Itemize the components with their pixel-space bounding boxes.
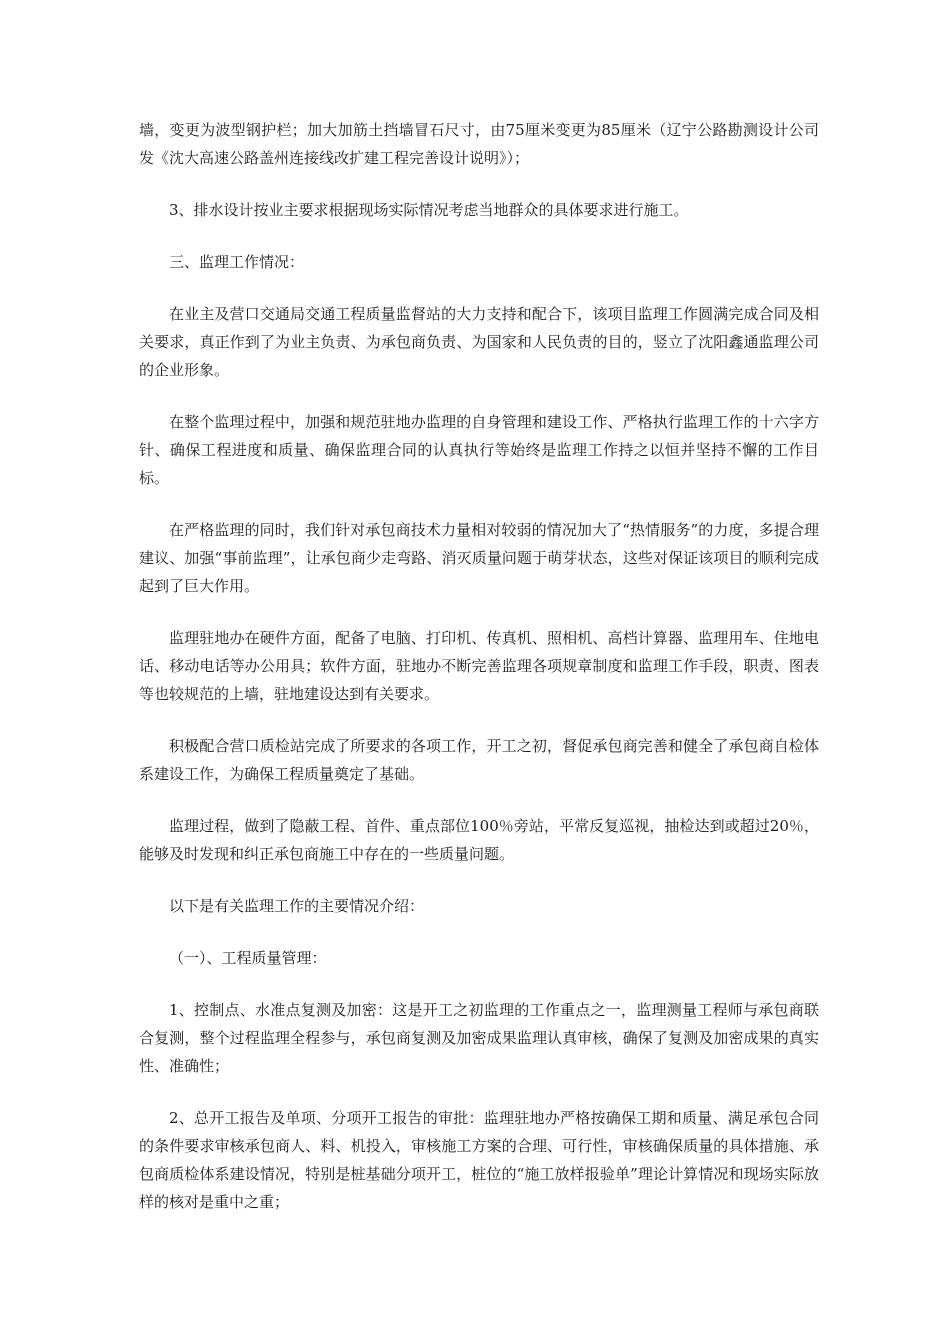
paragraph-intro: 以下是有关监理工作的主要情况介绍： (169, 897, 425, 915)
paragraph-start-reports: 2、总开工报告及单项、分项开工报告的审批：监理驻地办严格按确保工期和质量、满足承包合同的条件要求审核承包商人、料、机投入，审核施工方案的合理、可行性，审核确保质量的具体措施、承包商质检体系建设情况，特别是桩基础分项开工，桩位的“施工放样报验单”理论计算情况和现场实际放样的核对是重中之重； (139, 1109, 819, 1211)
paragraph-office-equipment: 监理驻地办在硬件方面，配备了电脑、打印机、传真机、照相机、高档计算器、监理用车、住地电话、移动电话等办公用具；软件方面，驻地办不断完善监理各项规章制度和监理工作手段，职责、图表等也较规范的上墙，驻地建设达到有关要求。 (139, 629, 819, 703)
subsection-heading-quality: （一）、工程质量管理： (169, 949, 327, 967)
paragraph-supervision-process: 在整个监理过程中，加强和规范驻地办监理的自身管理和建设工作、严格执行监理工作的十六字方针、确保工程进度和质量、确保监理合同的认真执行等始终是监理工作持之以恒并坚持不懈的工作目标。 (139, 413, 819, 487)
paragraph-guardrail-change: 墙，变更为波型钢护栏；加大加筋土挡墙冒石尺寸，由75厘米变更为85厘米（辽宁公路勘测设计公司发《沈大高速公路盖州连接线改扩建工程完善设计说明》）； (139, 121, 819, 167)
document-body (139, 116, 819, 1216)
paragraph-service: 在严格监理的同时，我们针对承包商技术力量相对较弱的情况加大了“热情服务”的力度，多提合理建议、加强“事前监理”，让承包商少走弯路、消灭质量问题于萌芽状态，这些对保证该项目的顺利完成起到了巨大作用。 (139, 521, 819, 595)
paragraph-control-points: 1、控制点、水准点复测及加密：这是开工之初监理的工作重点之一，监理测量工程师与承包商联合复测，整个过程监理全程参与，承包商复测及加密成果监理认真审核，确保了复测及加密成果的真实性、准确性； (139, 1001, 819, 1075)
paragraph-supervision-overview: 在业主及营口交通局交通工程质量监督站的大力支持和配合下，该项目监理工作圆满完成合同及相关要求，真正作到了为业主负责、为承包商负责、为国家和人民负责的目的，竖立了沈阳鑫通监理公司的企业形象。 (139, 305, 819, 379)
section-heading-supervision: 三、监理工作情况： (169, 253, 305, 271)
paragraph-inspection-rate: 监理过程，做到了隐蔽工程、首件、重点部位100％旁站，平常反复巡视，抽检达到或超过20％，能够及时发现和纠正承包商施工中存在的一些质量问题。 (139, 817, 819, 863)
paragraph-drainage-design: 3、排水设计按业主要求根据现场实际情况考虑当地群众的具体要求进行施工。 (169, 201, 689, 219)
paragraph-quality-station: 积极配合营口质检站完成了所要求的各项工作，开工之初，督促承包商完善和健全了承包商自检体系建设工作，为确保工程质量奠定了基础。 (139, 737, 819, 783)
